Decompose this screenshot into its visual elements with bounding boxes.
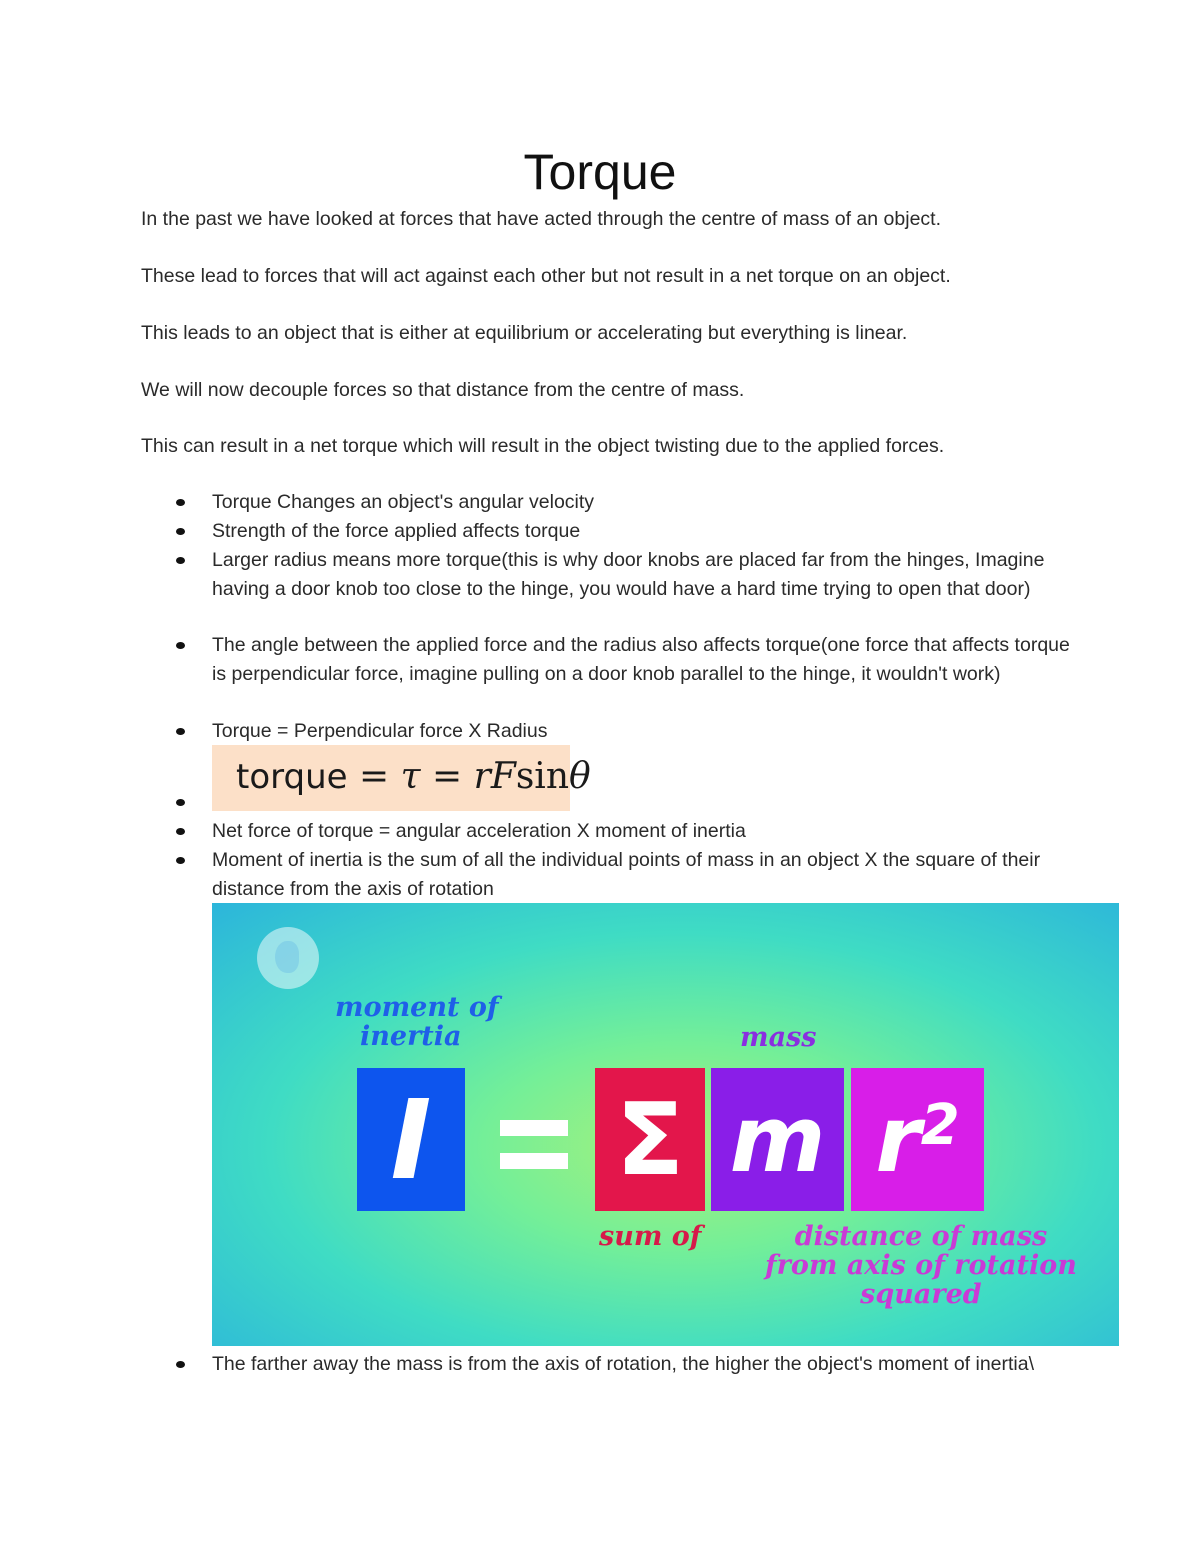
bullet-dot-icon [176,828,185,835]
list-item [212,546,1082,603]
label-mass: mass [740,1022,817,1053]
bullet-dot-icon [176,642,185,649]
paragraph-5: This can result in a net torque which will result in the object twisting due to the applied forces. [141,435,945,457]
list-item [212,1350,1082,1379]
tile-mass-symbol: m [711,1068,844,1211]
list-item [212,717,1082,746]
paragraph-3: This leads to an object that is either at equilibrium or accelerating but everything is linear. [141,322,908,344]
paragraph-4: We will now decouple forces so that distance from the centre of mass. [141,379,745,401]
equals-bar-top [500,1120,568,1136]
list-item-text: Torque Changes an object's angular velocity [212,491,595,513]
formula-equals-2: = [432,756,463,797]
tile-r-base: r [875,1086,921,1193]
bullet-dot-icon [176,557,185,564]
label-sum-of: sum of [599,1221,702,1252]
pbs-face-icon [275,941,299,973]
bullet-dot-icon [176,1361,185,1368]
list-item [212,631,1082,688]
label-distance [765,1222,1077,1309]
tile-r-exponent: 2 [920,1093,960,1158]
bullet-dot-icon [176,728,185,735]
list-item-text: The angle between the applied force and the radius also affects torque(one force that affects torque is perpendicular force, imagine pulling on a door knob parallel to the hinge, it wouldn't work) [212,634,1070,685]
torque-formula [236,757,591,797]
list-item-text: Moment of inertia is the sum of all the individual points of mass in an object X the square of their distance from the axis of rotation [212,849,1041,900]
bullet-dot-icon [176,857,185,864]
tile-radius-symbol [851,1068,984,1211]
formula-word: torque [236,757,348,797]
bullet-dot-icon [176,528,185,535]
pbs-logo-icon [257,927,319,989]
label-inertia: inertia [360,1021,462,1052]
formula-sin: sin [515,756,570,797]
formula-rf: rF [473,756,516,797]
tile-inertia-symbol: I [357,1068,465,1211]
moment-of-inertia-image [212,903,1119,1346]
label-moment-of: moment of [335,992,499,1023]
label-moment-of-inertia [335,993,498,1051]
label-distance-line-2: from axis of rotation [765,1250,1077,1281]
list-item [212,488,1082,517]
paragraph-1: In the past we have looked at forces that have acted through the centre of mass of an object. [141,208,941,230]
list-item [212,846,1082,903]
equals-bar-bottom [500,1153,568,1169]
label-distance-line-1: distance of mass [794,1221,1048,1252]
formula-equals: = [359,756,390,797]
torque-formula-image [212,745,591,811]
page-title: Torque [523,144,677,200]
tile-sigma-symbol: Σ [595,1068,705,1211]
bullet-dot-icon [176,499,185,506]
list-item-text: Torque = Perpendicular force X Radius [212,720,548,742]
list-item-text: Larger radius means more torque(this is why door knobs are placed far from the hinges, Imagine having a door knob too close to the hinge, you would have a hard time trying to open that door) [212,549,1045,600]
formula-theta: θ [569,756,591,797]
label-distance-line-3: squared [860,1279,982,1310]
formula-tau: τ [400,756,421,797]
list-item-text: The farther away the mass is from the axis of rotation, the higher the object's moment of inertia\ [212,1353,1035,1375]
list-item-text: Strength of the force applied affects torque [212,520,581,542]
list-item [212,817,1082,846]
paragraph-2: These lead to forces that will act against each other but not result in a net torque on an object. [141,265,951,287]
list-item [212,517,1082,546]
bullet-dot-icon [176,799,185,806]
list-item-text: Net force of torque = angular acceleration X moment of inertia [212,820,746,842]
